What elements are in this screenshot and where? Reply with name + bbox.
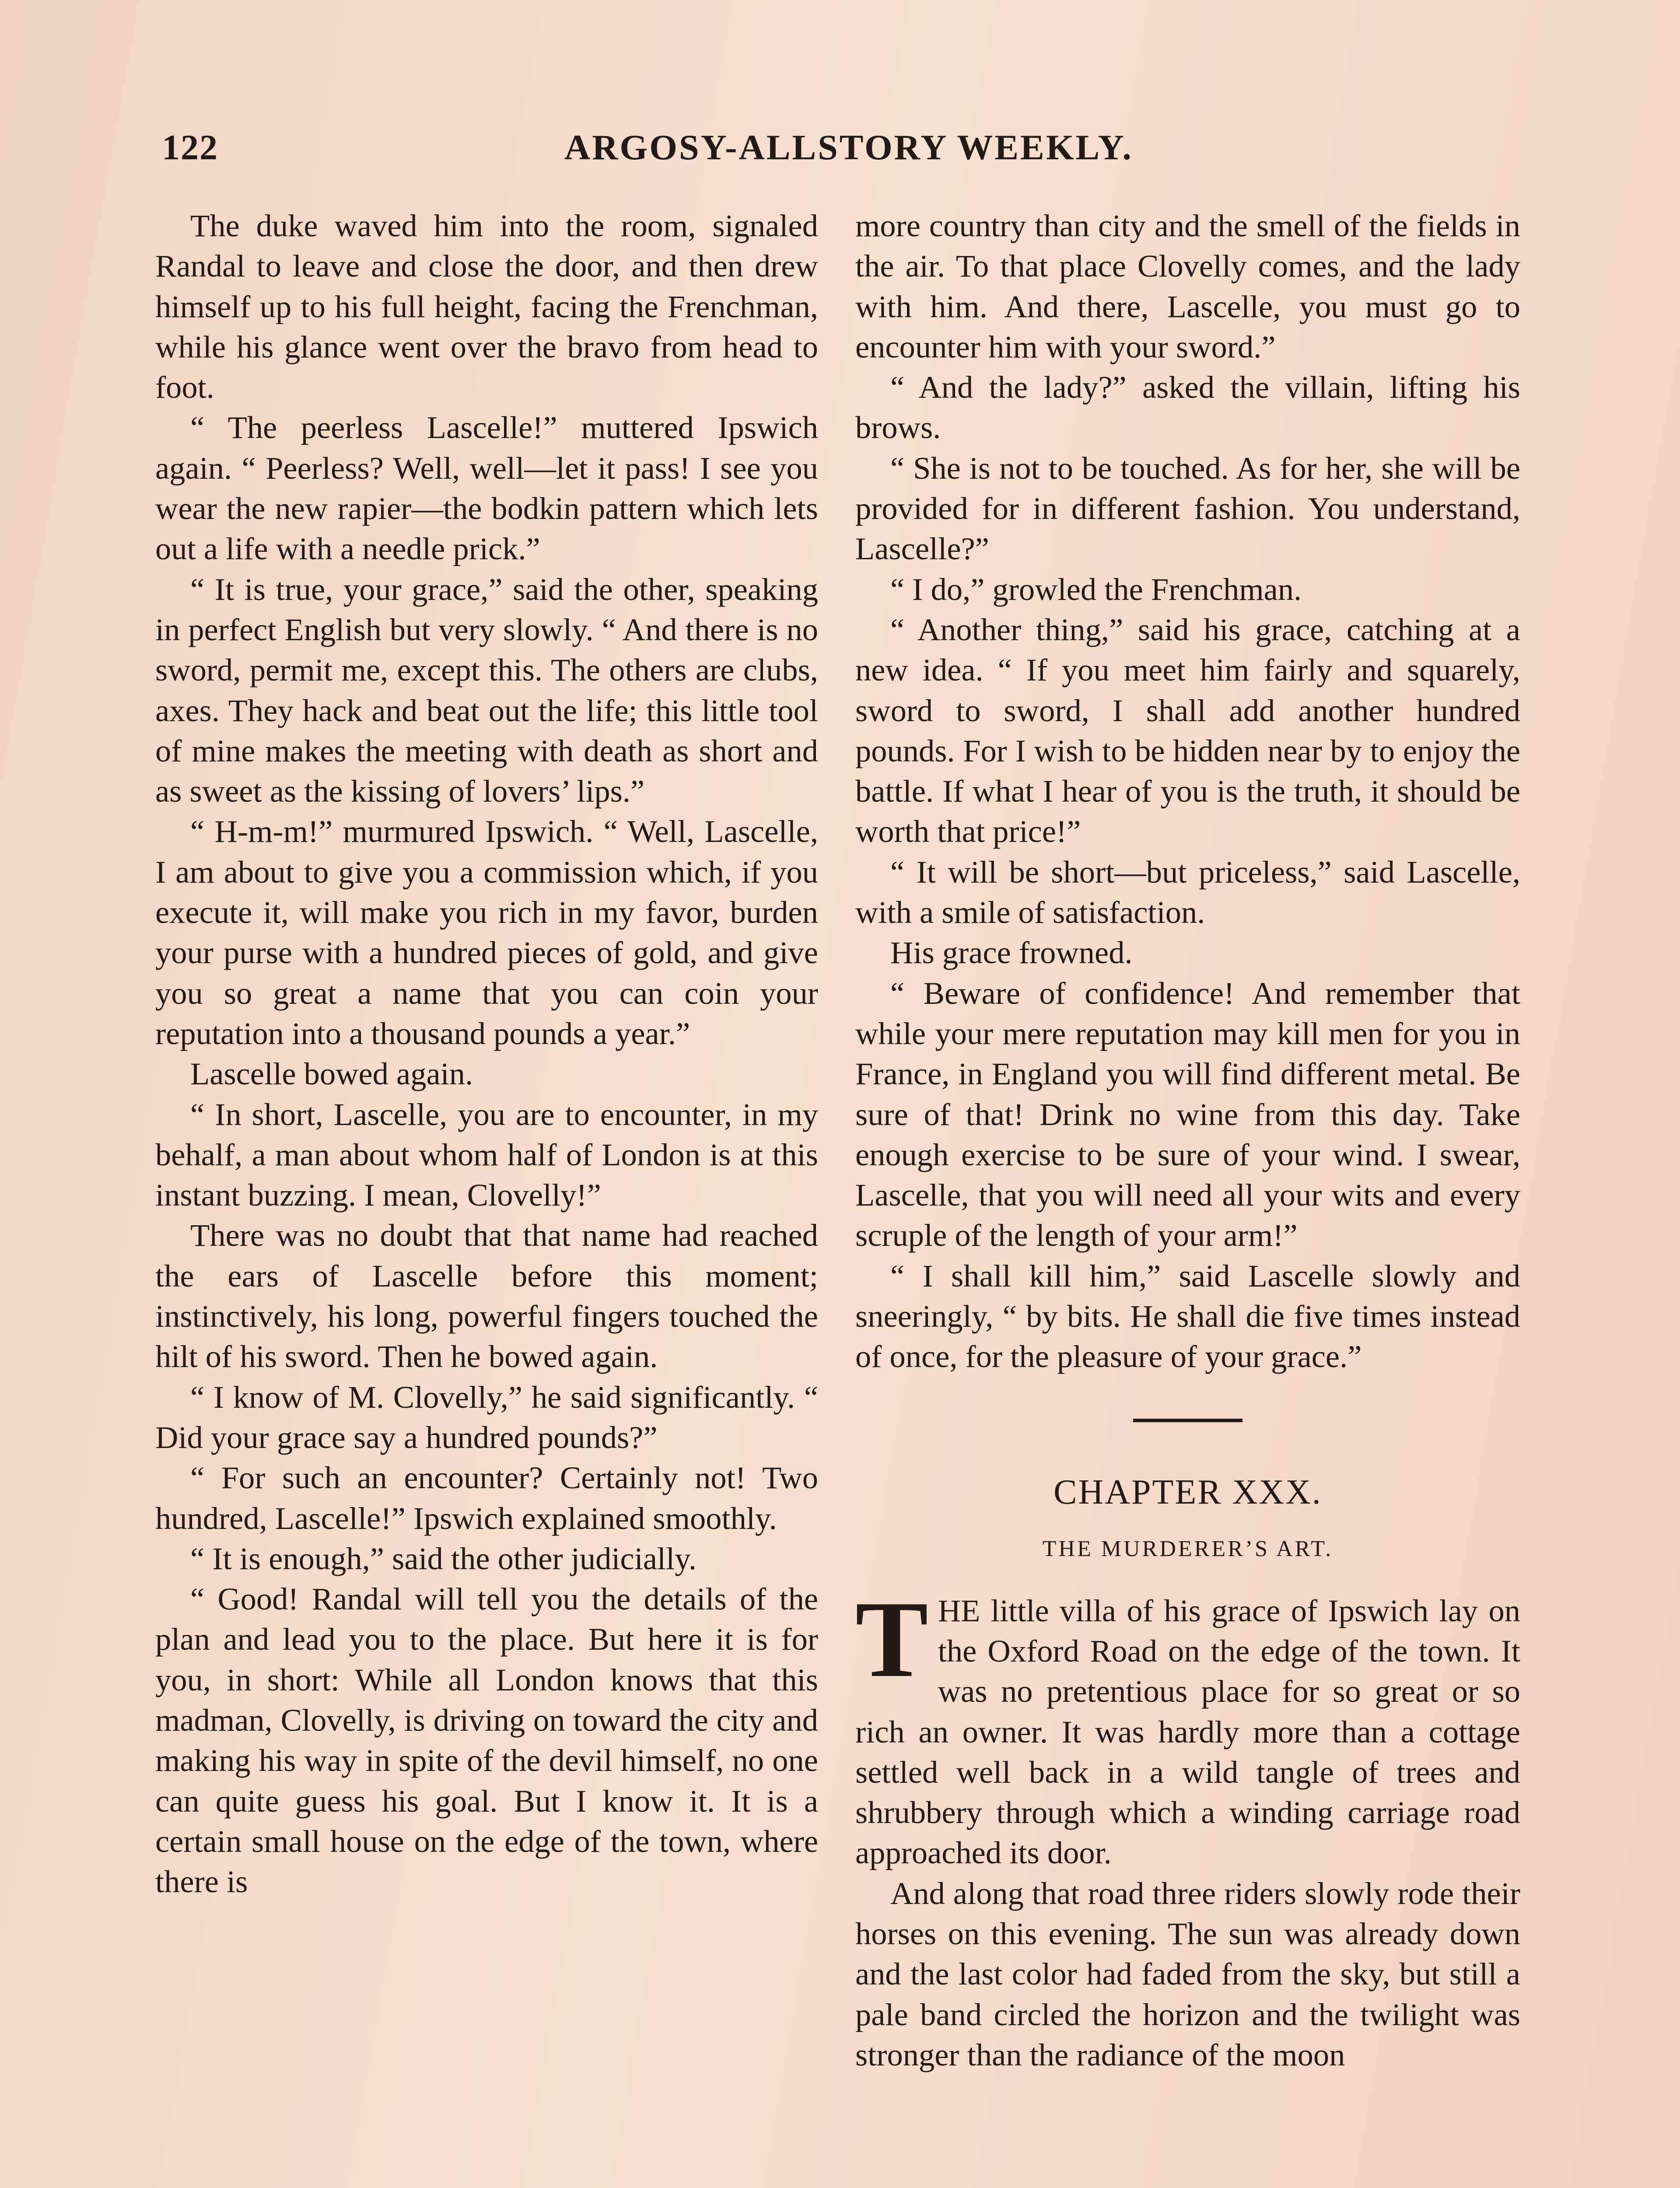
paragraph-continuation: more country than city and the smell of the fields in the air. To that place Clovelly comes, and the lady with him. And there, Lascelle, you must go to encounter him with your sword.” xyxy=(855,208,1520,365)
paragraph: “ Good! Randal will tell you the details of the plan and lead you to the place. But here it is for you, in short: While all London knows that this madman, Clovelly, is driving on toward the city and making his way in spite of the devil himself, no one can quite guess his goal. But I know it. It is a certain small house on the edge of the town, where there is xyxy=(155,1581,818,1900)
paragraph: “ In short, Lascelle, you are to encounter, in my behalf, a man about whom half of London is at this instant buzzing. I mean, Clovelly!” xyxy=(155,1096,818,1213)
paragraph: “ H-m-m!” murmured Ipswich. “ Well, Lascelle, I am about to give you a commission which, if you execute it, will make you rich in my favor, burden your purse with a hundred pieces of gold, and give you so great a name that you can coin your reputation into a thousand pounds a year.” xyxy=(155,813,818,1051)
page-number: 122 xyxy=(162,127,218,167)
paragraph: And along that road three riders slowly rode their horses on this evening. The sun was already down and the last color had faded from the sky, but still a pale band circled the horizon and the twilight was stronger than the radiance of the moon xyxy=(855,1875,1520,2072)
paragraph: “ It is enough,” said the other judicially. xyxy=(190,1540,696,1576)
paragraph: His grace frowned. xyxy=(890,935,1133,971)
paragraph: “ And the lady?” asked the villain, lifting his brows. xyxy=(855,369,1520,445)
chapter-title: CHAPTER XXX. xyxy=(1054,1473,1322,1511)
paragraph: “ It will be short—but priceless,” said Lascelle, with a smile of satisfaction. xyxy=(855,854,1520,930)
paragraph: There was no doubt that that name had reached the ears of Lascelle before this moment; instinctively, his long, powerful fingers touched the hilt of his sword. Then he bowed again. xyxy=(155,1217,818,1375)
paragraph: “ The peerless Lascelle!” muttered Ipswich again. “ Peerless? Well, well—let it pass! I see you wear the new rapier—the bodkin pattern which lets out a life with a needle prick.” xyxy=(155,410,818,567)
left-column xyxy=(155,206,818,1902)
paragraph: “ I know of M. Clovelly,” he said significantly. “ Did your grace say a hundred pounds?” xyxy=(155,1379,818,1455)
paragraph: “ She is not to be touched. As for her, she will be provided for in different fashion. You understand, Lascelle?” xyxy=(855,450,1520,567)
chapter-opening-paragraph xyxy=(855,1578,1520,1873)
paragraph: “ I do,” growled the Frenchman. xyxy=(890,571,1302,607)
paragraph: “ For such an encounter? Certainly not! Two hundred, Lascelle!” Ipswich explained smoothly. xyxy=(155,1460,818,1536)
paragraph: “ It is true, your grace,” said the other, speaking in perfect English but very slowly. “ And there is no sword, permit me, except this. The others are clubs, axes. They hack and beat out the life; this little tool of mine makes the meeting with death as short and as sweet as the kissing of lovers’ lips.” xyxy=(155,571,818,809)
section-divider xyxy=(1133,1419,1242,1422)
drop-cap: T xyxy=(855,1578,928,1700)
chapter-subtitle: THE MURDERER’S ART. xyxy=(1042,1536,1334,1561)
paragraph: “ Another thing,” said his grace, catching at a new idea. “ If you meet him fairly and squarely, sword to sword, I shall add another hundred pounds. For I wish to be hidden near by to enjoy the battle. If what I hear of you is the truth, it should be worth that price!” xyxy=(855,611,1520,849)
paragraph: “ Beware of confidence! And remember that while your mere reputation may kill men for you in France, in England you will find different metal. Be sure of that! Drink no wine from this day. Take enough exercise to be sure of your wind. I swear, Lascelle, that you will need all your wits and every scruple of the length of your arm!” xyxy=(855,975,1520,1253)
right-column xyxy=(855,206,1520,2075)
running-head: ARGOSY-ALLSTORY WEEKLY. xyxy=(564,127,1133,167)
paragraph: “ I shall kill him,” said Lascelle slowly and sneeringly, “ by bits. He shall die five times instead of once, for the pleasure of your grace.” xyxy=(855,1258,1520,1375)
opening-text: HE little villa of his grace of Ipswich lay on the Oxford Road on the edge of the town. It was no pretentious place for so great or so rich an owner. It was hardly more than a cottage settled well back in a wild tangle of trees and shrubbery through which a winding carriage road approached its door. xyxy=(855,1592,1520,1871)
paragraph: Lascelle bowed again. xyxy=(190,1056,473,1092)
paragraph: The duke waved him into the room, signaled Randal to leave and close the door, and then drew himself up to his full height, facing the Frenchman, while his glance went over the bravo from head to foot. xyxy=(155,208,818,405)
